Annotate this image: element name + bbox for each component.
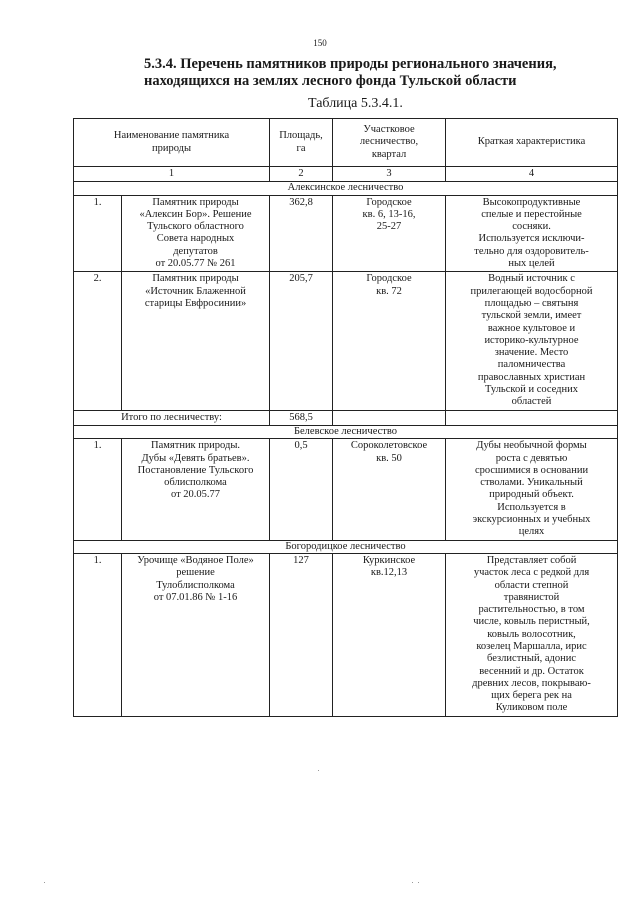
monument-district: Куркинское кв.12,13 [333,553,446,716]
monument-district: Сороколетовское кв. 50 [333,439,446,540]
monument-description: Водный источник с прилегающей водосборной площадью – святыня тульской земли, имеет важное культовое и историко-культурное значение. Место паломничества православных христиан Тульской и соседних областей [446,272,618,410]
section-row [74,540,618,553]
header-description: Краткая характеристика [446,119,618,167]
scan-speck [418,882,419,883]
section-title: Белевское лесничество [74,425,618,438]
scan-speck [318,770,319,771]
total-area: 568,5 [270,410,333,425]
monument-name: Памятник природы «Источник Блаженной старицы Евфросинии» [122,272,270,410]
table-caption: Таблица 5.3.4.1. [308,96,403,111]
column-number: 2 [270,167,333,182]
header-name: Наименование памятника природы [74,119,270,167]
page-number: 150 [313,38,327,48]
monument-district: Городское кв. 6, 13-16, 25-27 [333,195,446,272]
monument-area: 0,5 [270,439,333,540]
monument-district: Городское кв. 72 [333,272,446,410]
table-row [74,439,618,540]
column-number: 4 [446,167,618,182]
table-row [74,272,618,410]
total-row [74,410,618,425]
monument-name: Памятник природы. Дубы «Девять братьев». Постановление Тульского облисполкома от 20.05.77 [122,439,270,540]
document-title: 5.3.4. Перечень памятников природы регионального значения, находящихся на землях лесного фонда Тульской области [144,56,557,89]
section-title: Богородицкое лесничество [74,540,618,553]
total-label: Итого по лесничеству: [74,410,270,425]
section-title: Алексинское лесничество [74,182,618,195]
row-number: 1. [74,195,122,272]
monument-name: Памятник природы «Алексин Бор». Решение Тульского областного Совета народных депутатов от 20.05.77 № 261 [122,195,270,272]
column-number-row [74,167,618,182]
total-empty-cell [333,410,446,425]
header-district: Участковое лесничество, квартал [333,119,446,167]
row-number: 1. [74,553,122,716]
monument-name: Урочище «Водяное Поле» решение Тулоблисполкома от 07.01.86 № 1-16 [122,553,270,716]
row-number: 1. [74,439,122,540]
monument-description: Дубы необычной формы роста с девятью сросшимися в основании стволами. Уникальный природный объект. Используется в экскурсионных и учебных целях [446,439,618,540]
row-number: 2. [74,272,122,410]
scan-speck [412,882,413,883]
monument-description: Высокопродуктивные спелые и перестойные сосняки. Используется исключи- тельно для оздоровитель- ных целей [446,195,618,272]
monument-description: Представляет собой участок леса с редкой для области степной травянистой растительностью, в том числе, ковыль перистный, ковыль волосотник, козелец Маршалла, ирис безлистный, адонис весенний и др. Остаток древних лесов, покрываю- щих берега рек на Куликовом поле [446,553,618,716]
nature-monuments-table [73,118,618,717]
column-number: 3 [333,167,446,182]
header-area: Площадь, га [270,119,333,167]
total-empty-cell [446,410,618,425]
monument-area: 362,8 [270,195,333,272]
section-row [74,182,618,195]
table-row [74,195,618,272]
scan-speck [44,882,45,883]
table-row [74,553,618,716]
table-header-row [74,119,618,167]
monument-area: 205,7 [270,272,333,410]
monument-area: 127 [270,553,333,716]
section-row [74,425,618,438]
column-number: 1 [74,167,270,182]
